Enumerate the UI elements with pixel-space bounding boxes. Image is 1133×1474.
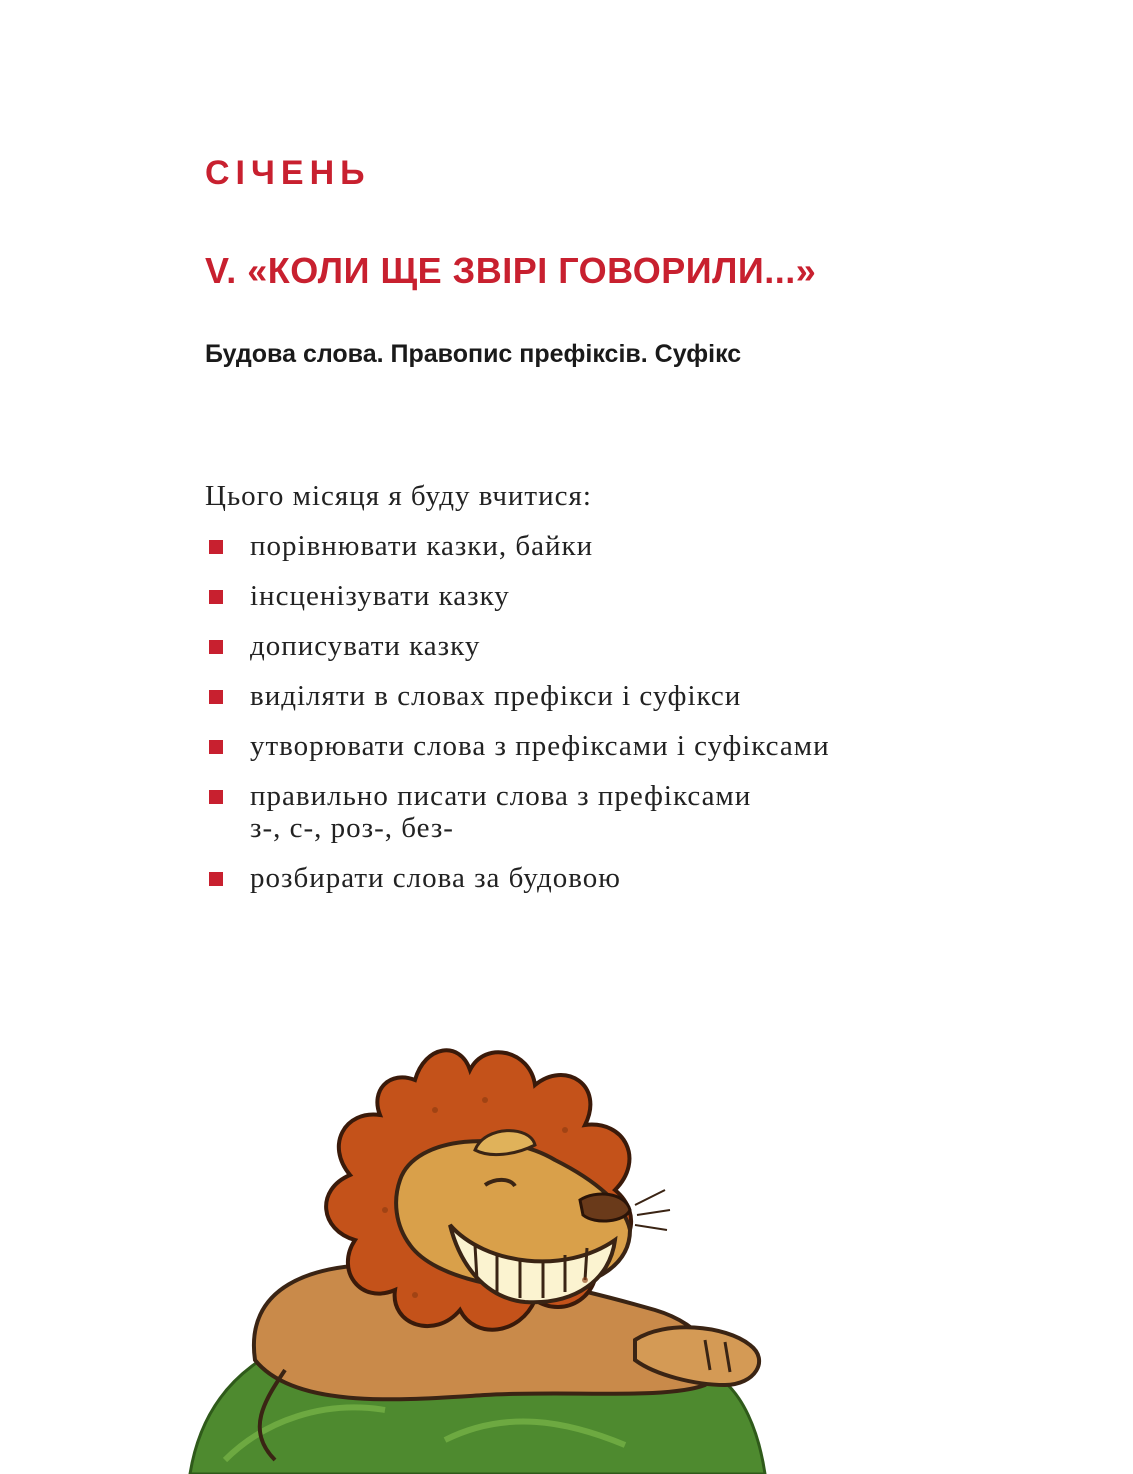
list-item [205, 530, 965, 562]
list-item-text: розбирати слова за будовою [250, 862, 621, 894]
list-item-text: дописувати казку [250, 630, 481, 662]
bullet-square-icon [209, 540, 223, 554]
list-item-text: порівнювати казки, байки [250, 530, 594, 562]
intro-text: Цього місяця я буду вчитися: [205, 480, 592, 512]
list-item-text: інсценізувати казку [250, 580, 510, 612]
list-item [205, 730, 965, 762]
list-item [205, 780, 965, 844]
list-item [205, 630, 965, 662]
list-item [205, 680, 965, 712]
month-heading: СІЧЕНЬ [205, 154, 371, 192]
bullet-square-icon [209, 640, 223, 654]
topic-heading: Будова слова. Правопис префіксів. Суфікс [205, 340, 742, 368]
list-item-text: виділяти в словах префікси і суфікси [250, 680, 742, 712]
bullet-square-icon [209, 872, 223, 886]
list-item-text: правильно писати слова з префіксами [250, 780, 752, 812]
list-item [205, 580, 965, 612]
bullet-square-icon [209, 740, 223, 754]
learning-goals-list [205, 530, 965, 912]
list-item-text-continued: з-, с-, роз-, без- [250, 812, 454, 844]
bullet-square-icon [209, 690, 223, 704]
bullet-square-icon [209, 790, 223, 804]
lion-illustration [185, 1040, 885, 1474]
bullet-square-icon [209, 590, 223, 604]
list-item-text: утворювати слова з префіксами і суфіксами [250, 730, 830, 762]
list-item [205, 862, 965, 894]
section-title: V. «КОЛИ ЩЕ ЗВІРІ ГОВОРИЛИ...» [205, 250, 817, 291]
